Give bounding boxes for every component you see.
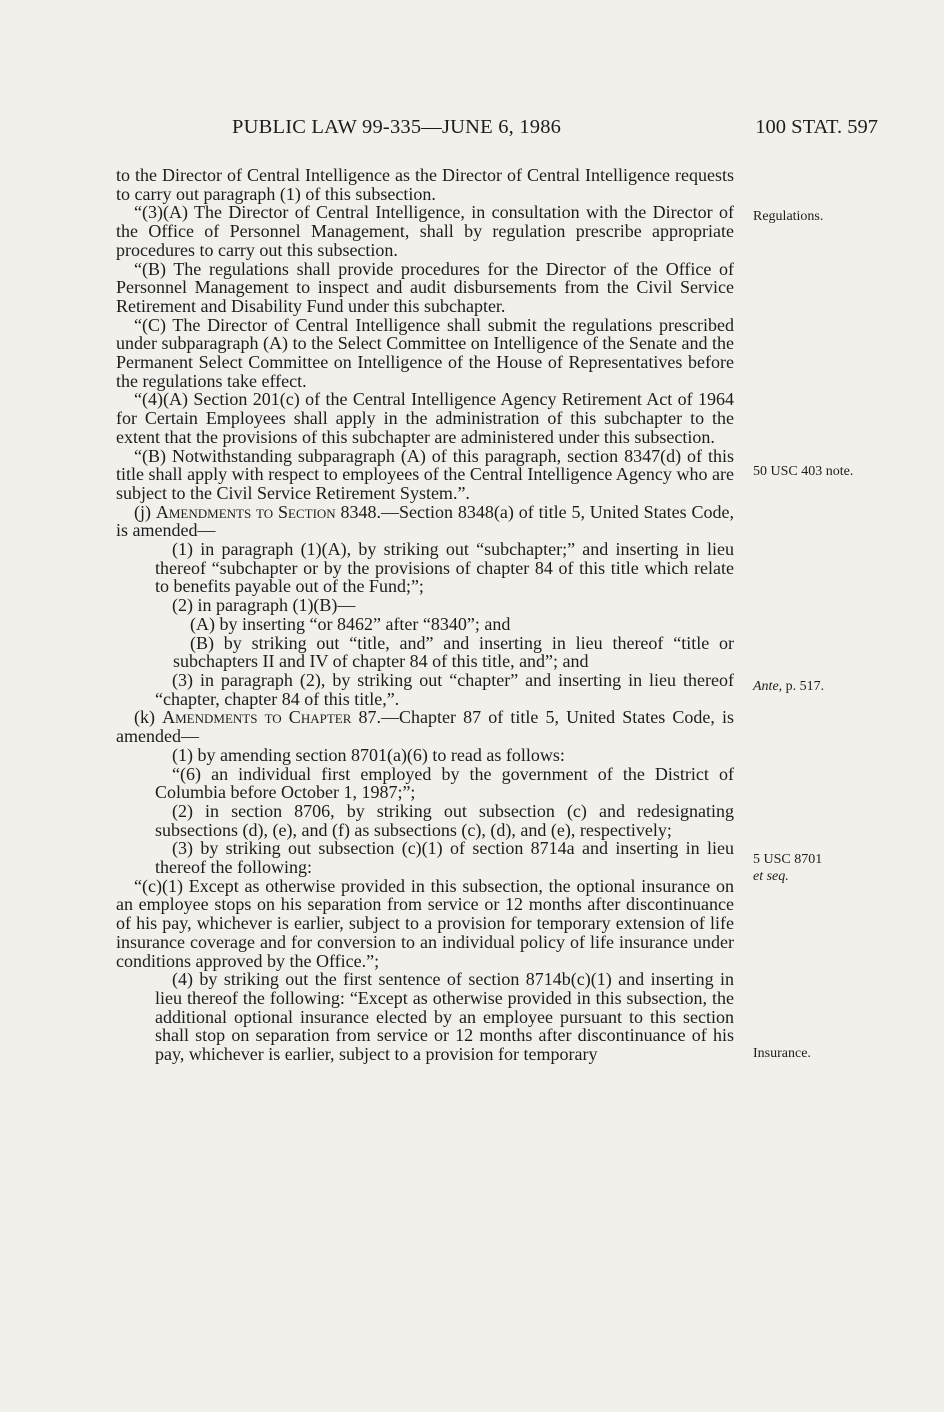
ante-italic: Ante, bbox=[753, 679, 783, 694]
section-text: 87.—Chapter 87 of title 5, United States Code, is amended— bbox=[116, 707, 734, 747]
usc-8701-citation: 5 USC 8701 bbox=[753, 852, 823, 867]
paragraph: (A) by inserting “or 8462” after “8340”; and bbox=[190, 613, 511, 634]
header-title: PUBLIC LAW 99-335—JUNE 6, 1986 bbox=[232, 116, 562, 138]
margin-note-regulations: Regulations. bbox=[753, 209, 824, 224]
paragraph: (4) by striking out the first sentence of section 8714b(c)(1) and inserting in lieu thereof the following: “Except as otherwise provided in this subsection, the additional optional insurance elected by an employee pursuant to this section shall stop on separation from service or 12 months after discontinuance of his pay, whichever is earlier, subject to a provision for temporary bbox=[155, 969, 734, 1065]
paragraph: (3) by striking out subsection (c)(1) of section 8714a and inserting in lieu thereof the following: bbox=[155, 838, 734, 878]
paragraph: (1) in paragraph (1)(A), by striking out “subchapter;” and inserting in lieu thereof “subchapter or by the provisions of chapter 84 of this title which relate to benefits payable out of the Fund;”; bbox=[155, 539, 734, 597]
paragraph: to the Director of Central Intelligence as the Director of Central Intelligence requests to carry out paragraph (1) of this subsection. bbox=[116, 165, 734, 204]
ante-page: p. 517. bbox=[782, 679, 825, 694]
paragraph: “(C) The Director of Central Intelligence shall submit the regulations prescribed under subparagraph (A) to the Select Committee on Intelligence of the Senate and the Permanent Select Committee on Intelligence of the House of Representatives before the regulations take effect. bbox=[116, 314, 734, 391]
et-seq: et seq. bbox=[753, 869, 789, 884]
paragraph: “(6) an individual first employed by the government of the District of Columbia before October 1, 1987;”; bbox=[155, 763, 734, 803]
margin-note-usc-403: 50 USC 403 note. bbox=[753, 464, 854, 479]
body-text bbox=[116, 166, 734, 1064]
margin-note-insurance: Insurance. bbox=[753, 1046, 811, 1061]
paragraph: “(c)(1) Except as otherwise provided in this subsection, the optional insurance on an employee stops on his separation from service or 12 months after discontinuance of his pay, whichever is earlier, subject to a provision for temporary extension of life insurance coverage and for conversion to an individual policy of life insurance under conditions approved by the Office.”; bbox=[116, 875, 734, 971]
margin-note-ante bbox=[753, 678, 883, 695]
paragraph: (2) in section 8706, by striking out subsection (c) and redesignating subsections (d), (e), and (f) as subsections (c), (d), and (e), respectively; bbox=[155, 800, 734, 840]
page-header bbox=[0, 116, 944, 146]
paragraph bbox=[116, 503, 734, 540]
paragraph: (2) in paragraph (1)(B)— bbox=[172, 595, 356, 616]
section-label: (k) bbox=[134, 707, 163, 728]
paragraph: (3) in paragraph (2), by striking out “chapter” and inserting in lieu thereof “chapter, chapter 84 of this title,”. bbox=[155, 669, 734, 709]
paragraph: “(B) Notwithstanding subparagraph (A) of this paragraph, section 8347(d) of this title shall apply with respect to employees of the Central Intelligence Agency who are subject to the Civil Service Retirement System.”. bbox=[116, 445, 734, 503]
section-text: 8348.—Section 8348(a) of title 5, United States Code, is amended— bbox=[116, 501, 734, 541]
paragraph: “(B) The regulations shall provide procedures for the Director of the Office of Personnel Management to inspect and audit disbursements from the Civil Service Retirement and Disability Fund under this subchapter. bbox=[116, 258, 734, 316]
header-stat-citation: 100 STAT. 597 bbox=[755, 116, 878, 138]
paragraph: (B) by striking out “title, and” and inserting in lieu thereof “title or subchapters II and IV of chapter 84 of this title, and”; and bbox=[173, 632, 734, 672]
margin-note-usc-8701 bbox=[753, 851, 883, 885]
section-heading: Amendments to Section bbox=[155, 501, 336, 522]
section-heading: Amendments to Chapter bbox=[162, 707, 352, 728]
paragraph: “(4)(A) Section 201(c) of the Central Intelligence Agency Retirement Act of 1964 for Certain Employees shall apply in the administration of this subchapter to the extent that the provisions of this subchapter are administered under this subsection. bbox=[116, 389, 734, 447]
section-label: (j) bbox=[134, 501, 156, 522]
paragraph bbox=[116, 708, 734, 745]
paragraph: “(3)(A) The Director of Central Intelligence, in consultation with the Director of the Office of Personnel Management, shall by regulation prescribe appropriate procedures to carry out this subsection. bbox=[116, 202, 734, 260]
paragraph: (1) by amending section 8701(a)(6) to read as follows: bbox=[172, 744, 565, 765]
